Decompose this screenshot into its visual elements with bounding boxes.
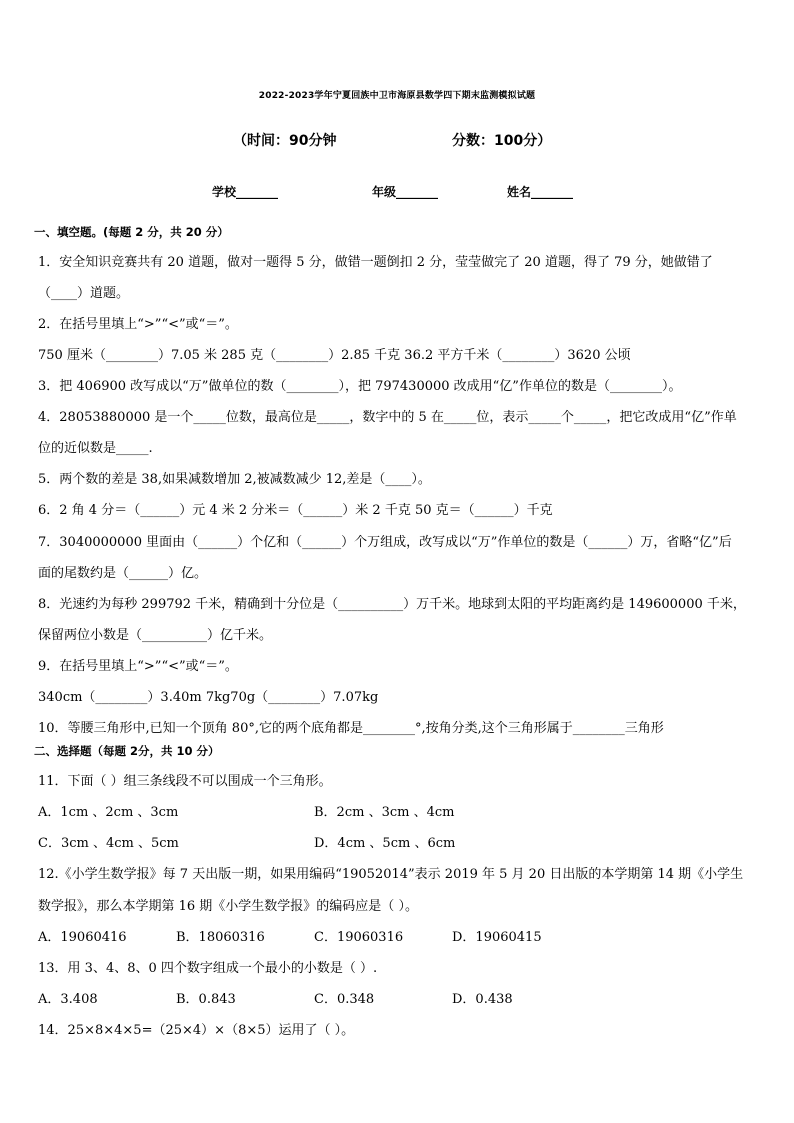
q11-option-a: A．1cm 、2cm 、3cm bbox=[38, 805, 179, 820]
q13-option-b: B．0.843 bbox=[176, 992, 236, 1007]
question-2-items: 750 厘米（________）7.05 米 285 克（________）2.85 千克 36.2 平方千米（________）3620 公顷 bbox=[38, 348, 631, 363]
exam-title: 2022-2023学年宁夏回族中卫市海原县数学四下期末监测模拟试题 bbox=[258, 91, 536, 101]
grade-field: 年级_______ bbox=[372, 185, 439, 199]
question-4-line-1: 4．28053880000 是一个_____位数，最高位是_____，数字中的 5 在_____位，表示_____个_____，把它改成用“亿”作单 bbox=[38, 410, 737, 425]
question-12-line-1: 12.《小学生数学报》每 7 天出版一期，如果用编码“19052014”表示 2019 年 5 月 20 日出版的本学期第 14 期《小学生 bbox=[38, 867, 744, 882]
question-9-items: 340cm（________）3.40m 7kg70g（________）7.07kg bbox=[38, 690, 379, 705]
question-7-line-1: 7．3040000000 里面由（______）个亿和（______）个万组成，改写成以“万”作单位的数是（______）万，省略“亿”后 bbox=[38, 535, 732, 550]
question-6: 6．2 角 4 分＝（______）元 4 米 2 分米＝（______）米 2 千克 50 克＝（______）千克 bbox=[38, 503, 553, 518]
question-4-line-2: 位的近似数是_____. bbox=[38, 441, 153, 456]
q13-option-c: C．0.348 bbox=[314, 992, 375, 1007]
q12-option-c: C．19060316 bbox=[314, 930, 404, 945]
q11-option-b: B．2cm 、3cm 、4cm bbox=[314, 805, 455, 820]
name-field: 姓名_______ bbox=[507, 185, 574, 199]
question-3: 3．把 406900 改写成以“万”做单位的数（________），把 797430000 改成用“亿”作单位的数是（________）。 bbox=[38, 379, 682, 394]
question-11: 11．下面（ ）组三条线段不可以围成一个三角形。 bbox=[38, 774, 332, 789]
question-8-line-2: 保留两位小数是（__________）亿千米。 bbox=[38, 628, 273, 643]
exam-score: 分数：100分） bbox=[452, 133, 552, 149]
section-choice: 二、选择题（每题 2分，共 10 分） bbox=[34, 744, 220, 758]
question-5: 5．两个数的差是 38,如果减数增加 2,被减数减少 12,差是（____）。 bbox=[38, 472, 431, 487]
exam-time: （时间：90分钟 bbox=[233, 133, 337, 149]
question-2: 2．在括号里填上“>”“<”或“＝”。 bbox=[38, 317, 238, 332]
q11-option-d: D．4cm 、5cm 、6cm bbox=[314, 836, 456, 851]
q13-option-d: D．0.438 bbox=[452, 992, 513, 1007]
question-10: 10．等腰三角形中,已知一个顶角 80°,它的两个底角都是________°,按角分类,这个三角形属于________三角形 bbox=[38, 721, 664, 736]
q13-option-a: A．3.408 bbox=[38, 992, 98, 1007]
question-14: 14．25×8×4×5=（25×4）×（8×5）运用了（ ）。 bbox=[38, 1023, 355, 1038]
question-12-line-2: 数学报》，那么本学期第 16 期《小学生数学报》的编码应是（ ）。 bbox=[38, 899, 418, 914]
question-9: 9．在括号里填上“>”“<”或“＝”。 bbox=[38, 659, 238, 674]
question-1-line-2: （____）道题。 bbox=[38, 286, 130, 301]
section-fill-in: 一、填空题。(每题 2 分，共 20 分） bbox=[34, 225, 229, 239]
question-7-line-2: 面的尾数约是（______）亿。 bbox=[38, 566, 208, 581]
question-13: 13．用 3、4、8、0 四个数字组成一个最小的小数是（ ）. bbox=[38, 961, 378, 976]
school-field: 学校_______ bbox=[212, 185, 279, 199]
q12-option-d: D．19060415 bbox=[452, 930, 542, 945]
question-8-line-1: 8．光速约为每秒 299792 千米，精确到十分位是（__________）万千米。地球到太阳的平均距离约是 149600000 千米， bbox=[38, 597, 746, 612]
q11-option-c: C．3cm 、4cm 、5cm bbox=[38, 836, 179, 851]
q12-option-b: B．18060316 bbox=[176, 930, 265, 945]
question-1-line-1: 1．安全知识竞赛共有 20 道题，做对一题得 5 分，做错一题倒扣 2 分，莹莹做完了 20 道题，得了 79 分，她做错了 bbox=[38, 255, 713, 270]
q12-option-a: A．19060416 bbox=[38, 930, 127, 945]
